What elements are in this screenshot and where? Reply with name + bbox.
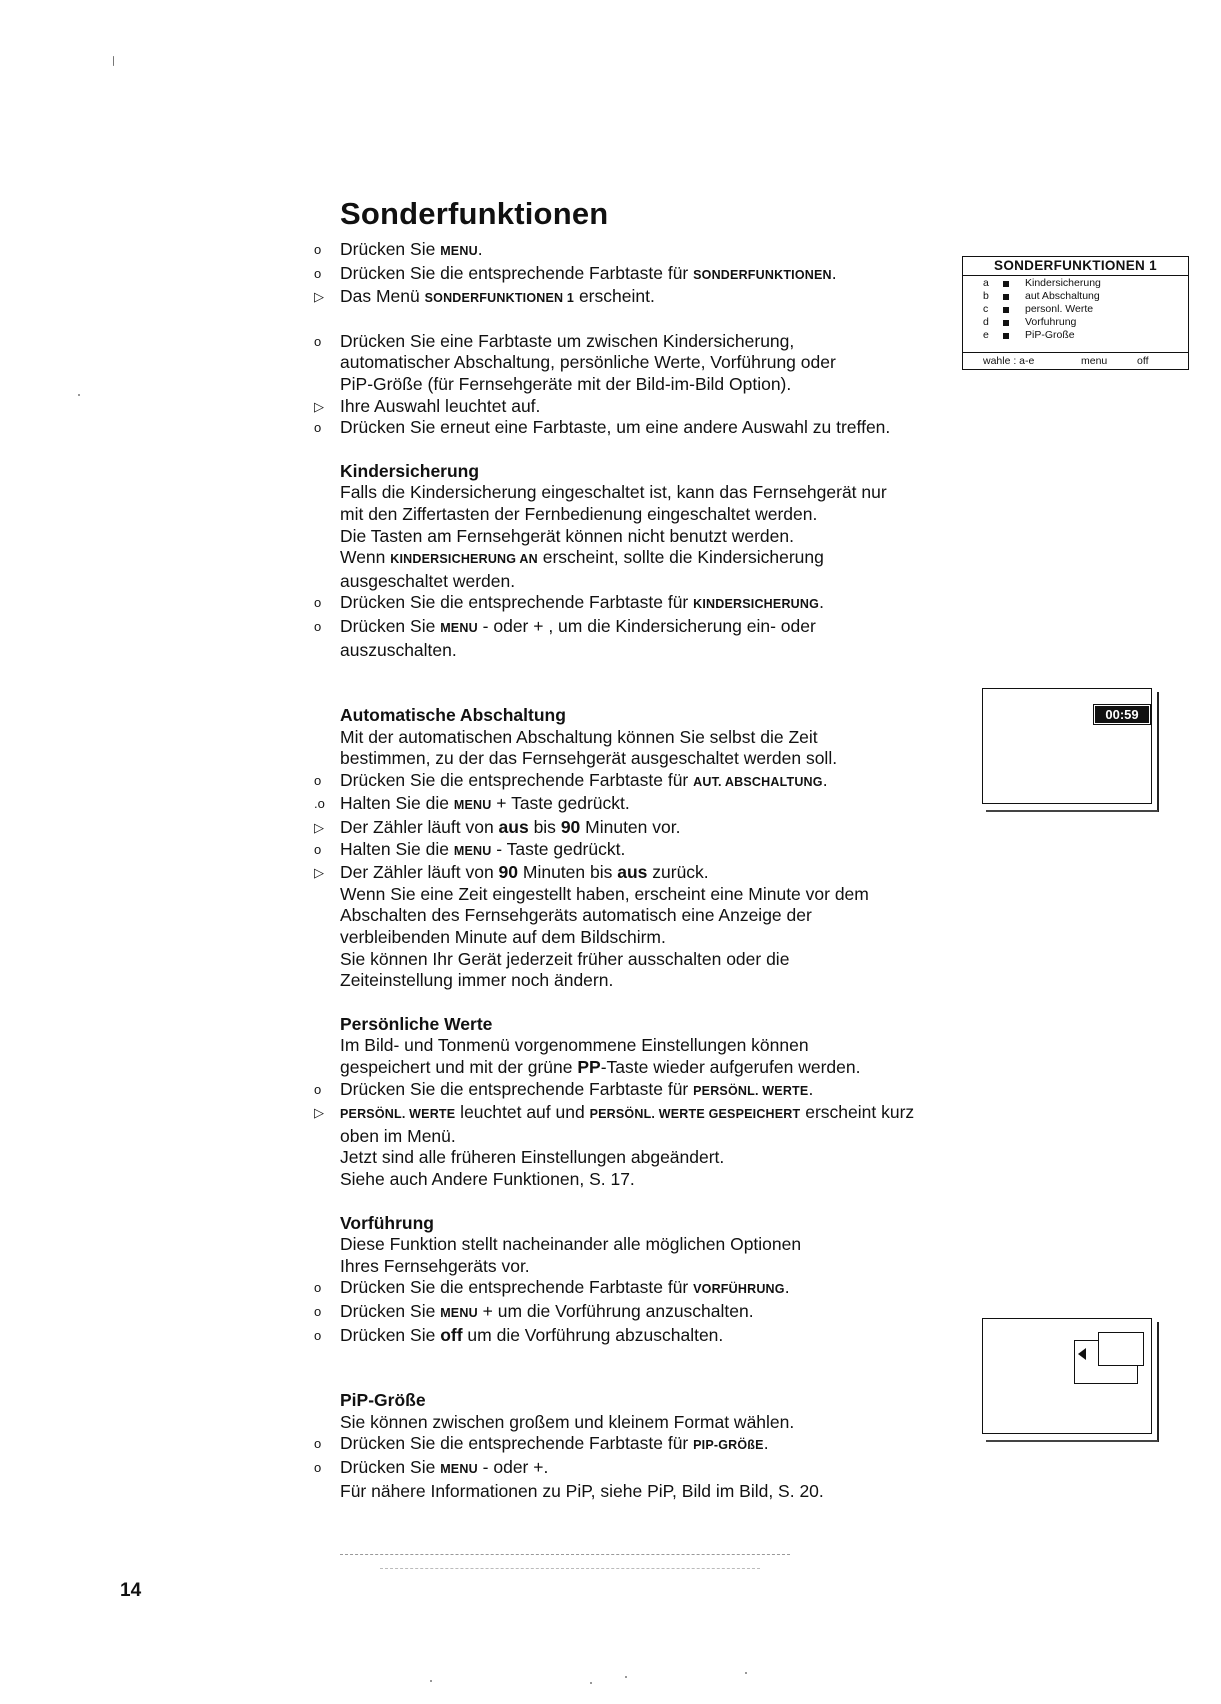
text-run: zurück. <box>647 862 709 883</box>
text-run: Drücken Sie erneut eine Farbtaste, um eine andere Auswahl zu treffen. <box>340 417 891 438</box>
osd-item-label: aut Abschaltung <box>1025 290 1100 302</box>
text-line <box>314 1057 954 1079</box>
text-run: Halten Sie die <box>340 793 454 814</box>
key-label: MENU <box>453 798 492 813</box>
step-bullet-icon: o <box>314 333 322 349</box>
text-line <box>314 571 954 593</box>
emphasis-text: 90 <box>560 817 581 838</box>
text-run: . <box>477 239 483 259</box>
key-label: SONDERFUNKTIONEN 1 <box>424 291 575 306</box>
text-run: Drücken Sie <box>340 1324 441 1345</box>
timer-screen-edge <box>1157 692 1159 812</box>
text-run: Der Zähler läuft von <box>340 862 499 883</box>
text-run: Für nähere Informationen zu PiP, siehe PiP, Bild im Bild, S. 20. <box>340 1480 824 1501</box>
osd-menu-item <box>963 277 1188 290</box>
instruction-line <box>314 862 954 884</box>
instruction-line <box>314 1325 954 1347</box>
instruction-line <box>314 1079 954 1103</box>
text-run: Das Menü <box>340 286 425 307</box>
color-square-icon <box>1003 333 1009 339</box>
osd-item-label: personl. Werte <box>1025 303 1094 315</box>
text-run: auszuschalten. <box>340 639 457 660</box>
key-label: MENU <box>453 843 492 858</box>
result-arrow-icon: ▷ <box>314 820 324 836</box>
text-run: oben im Menü. <box>340 1125 456 1146</box>
text-run: Der Zähler läuft von <box>340 817 499 838</box>
osd-footer-off: off <box>1137 355 1149 367</box>
text-line <box>314 1147 954 1169</box>
text-run: Ihres Fernsehgeräts vor. <box>340 1255 530 1276</box>
key-label: KINDERSICHERUNG AN <box>390 552 538 567</box>
instruction-line <box>314 1102 954 1126</box>
text-run: Falls die Kindersicherung eingeschaltet ist, kann das Fernsehgerät nur <box>340 482 887 503</box>
text-run: . <box>822 769 828 790</box>
osd-menu-item <box>963 316 1188 329</box>
text-run: Diese Funktion stellt nacheinander alle möglichen Optionen <box>340 1234 802 1255</box>
key-label: PERSÖNL. WERTE GESPEICHERT <box>589 1107 801 1122</box>
text-run: ausgeschaltet werden. <box>340 570 516 591</box>
text-run: Im Bild- und Tonmenü vorgenommene Einstellungen können <box>340 1035 809 1056</box>
body-text <box>314 239 954 1502</box>
instruction-line <box>314 817 954 839</box>
scan-speck <box>590 1682 592 1684</box>
text-line <box>314 1035 954 1057</box>
text-run: . <box>808 1078 814 1099</box>
instruction-line <box>314 793 954 817</box>
step-bullet-icon: .o <box>314 796 325 812</box>
spacer <box>314 310 954 331</box>
pip-window-small <box>1098 1332 1144 1366</box>
text-run: Drücken Sie <box>340 1456 441 1477</box>
text-run: - oder + , um die Kindersicherung ein- oder <box>477 615 816 636</box>
section-heading: PiP-Größe <box>340 1390 426 1411</box>
osd-item-letter: a <box>983 277 989 289</box>
text-run: Drücken Sie die entsprechende Farbtaste für <box>340 1078 694 1099</box>
key-label: MENU <box>440 620 478 635</box>
text-run: bestimmen, zu der das Fernsehgerät ausgeschaltet werden soll. <box>340 748 838 769</box>
text-line <box>314 927 954 949</box>
spacer <box>314 1346 954 1390</box>
section-heading: Persönliche Werte <box>340 1013 493 1034</box>
osd-item-label: PiP-Große <box>1025 329 1075 341</box>
step-bullet-icon: o <box>314 841 322 857</box>
text-run: erscheint, sollte die Kindersicherung <box>537 547 824 568</box>
osd-item-label: Vorfuhrung <box>1025 316 1077 328</box>
step-bullet-icon: o <box>314 1081 322 1097</box>
page-number: 14 <box>120 1580 142 1601</box>
text-line <box>314 748 954 770</box>
osd-item-letter: e <box>983 329 989 341</box>
text-run: Halten Sie die <box>340 838 454 859</box>
scan-artifact-line <box>380 1568 760 1569</box>
text-run: . <box>831 262 837 283</box>
text-line <box>314 374 954 396</box>
text-run: - oder +. <box>477 1456 549 1477</box>
text-run: -Taste wieder aufgerufen werden. <box>600 1057 861 1077</box>
scan-artifact-line <box>340 1554 790 1555</box>
text-run: automatischer Abschaltung, persönliche Werte, Vorführung oder <box>340 352 836 373</box>
text-line <box>314 640 954 662</box>
emphasis-text: 90 <box>498 862 519 883</box>
text-line <box>314 970 954 992</box>
scan-speck <box>113 56 114 66</box>
timer-screen-base <box>986 810 1158 812</box>
pip-screen-base <box>986 1440 1158 1442</box>
result-arrow-icon: ▷ <box>314 865 324 881</box>
osd-menu-item <box>963 290 1188 303</box>
emphasis-text: aus <box>498 817 529 838</box>
text-line <box>314 352 954 374</box>
text-run: Mit der automatischen Abschaltung können Sie selbst die Zeit <box>340 726 818 747</box>
page-title: Sonderfunktionen <box>340 196 609 231</box>
text-line <box>314 482 954 504</box>
instruction-line <box>314 1277 954 1301</box>
text-run: Ihre Auswahl leuchtet auf. <box>340 395 541 416</box>
text-run: Siehe auch Andere Funktionen, S. 17. <box>340 1168 635 1189</box>
instruction-line <box>314 331 954 353</box>
osd-menu-title: SONDERFUNKTIONEN 1 <box>963 257 1188 276</box>
step-bullet-icon: o <box>314 1436 322 1452</box>
color-square-icon <box>1003 294 1009 300</box>
instruction-line <box>314 1457 954 1481</box>
color-square-icon <box>1003 307 1009 313</box>
scan-speck <box>78 394 80 396</box>
text-run: Jetzt sind alle früheren Einstellungen abgeändert. <box>340 1147 725 1168</box>
spacer <box>314 1191 954 1213</box>
emphasis-text: aus <box>617 862 648 883</box>
spacer <box>314 992 954 1014</box>
text-run: PiP-Größe (für Fernsehgeräte mit der Bild-im-Bild Option). <box>340 373 792 394</box>
key-label: MENU <box>440 1305 478 1320</box>
text-line <box>314 526 954 548</box>
step-bullet-icon: o <box>314 1459 322 1475</box>
text-line <box>314 1481 954 1503</box>
text-run: Drücken Sie die entsprechende Farbtaste für <box>340 592 694 613</box>
scan-speck <box>430 1680 432 1682</box>
step-bullet-icon: o <box>314 1303 322 1319</box>
text-run: Drücken Sie eine Farbtaste um zwischen Kindersicherung, <box>340 330 795 351</box>
step-bullet-icon: o <box>314 772 322 788</box>
key-label: SONDERFUNKTIONEN <box>693 267 832 282</box>
timer-display: 00:59 <box>1094 705 1150 724</box>
text-run: verbleibenden Minute auf dem Bildschirm. <box>340 927 666 948</box>
text-run: Minuten vor. <box>580 817 681 838</box>
text-run: . <box>784 1277 790 1298</box>
step-bullet-icon: o <box>314 1280 322 1296</box>
text-run: Wenn <box>340 547 391 568</box>
text-run: Die Tasten am Fernsehgerät können nicht benutzt werden. <box>340 525 794 546</box>
step-bullet-icon: o <box>314 595 322 611</box>
section-heading: Automatische Abschaltung <box>340 705 566 726</box>
result-arrow-icon: ▷ <box>314 289 324 305</box>
text-line <box>314 905 954 927</box>
spacer <box>314 439 954 461</box>
key-label: KINDERSICHERUNG <box>693 597 820 612</box>
section-heading: Kindersicherung <box>340 460 480 481</box>
emphasis-text: PP <box>577 1057 601 1077</box>
text-run: Drücken Sie die entsprechende Farbtaste für <box>340 769 694 790</box>
text-run: . <box>819 592 824 613</box>
step-bullet-icon: o <box>314 1327 322 1343</box>
osd-item-letter: b <box>983 290 989 302</box>
key-label: PERSÖNL. WERTE <box>340 1107 456 1122</box>
instruction-line <box>314 592 954 616</box>
text-run: Zeiteinstellung immer noch ändern. <box>340 970 614 991</box>
step-bullet-icon: o <box>314 265 322 281</box>
text-line <box>314 1169 954 1191</box>
text-run: + Taste gedrückt. <box>491 793 630 814</box>
text-run: Drücken Sie <box>340 239 441 259</box>
osd-item-letter: c <box>983 303 989 315</box>
text-run: Minuten bis <box>518 862 618 883</box>
instruction-line <box>314 396 954 418</box>
scan-speck <box>745 1672 747 1674</box>
text-run: Sie können zwischen großem und kleinem Format wählen. <box>340 1411 795 1432</box>
text-line <box>314 884 954 906</box>
text-run: Drücken Sie <box>340 615 441 636</box>
text-line <box>314 1126 954 1148</box>
osd-footer-menu: menu <box>1081 355 1108 367</box>
text-run: Drücken Sie die entsprechende Farbtaste für <box>340 1277 694 1298</box>
text-line <box>314 1412 954 1434</box>
osd-item-label: Kindersicherung <box>1025 277 1101 289</box>
text-run: Drücken Sie <box>340 1300 441 1321</box>
text-run: leuchtet auf und <box>455 1102 590 1123</box>
text-run: Drücken Sie die entsprechende Farbtaste für <box>340 262 694 283</box>
text-line <box>314 949 954 971</box>
instruction-line <box>314 770 954 794</box>
osd-footer-select: wahle : a-e <box>983 355 1035 367</box>
osd-menu-item <box>963 329 1188 342</box>
key-label: MENU <box>440 1461 478 1476</box>
key-label: MENU <box>440 244 478 258</box>
text-run: bis <box>528 817 561 838</box>
text-run: erscheint. <box>574 286 655 307</box>
osd-menu-box <box>962 256 1189 370</box>
spacer <box>314 661 954 705</box>
result-arrow-icon: ▷ <box>314 398 324 414</box>
text-line <box>314 547 954 571</box>
instruction-line <box>314 1433 954 1457</box>
text-run: gespeichert und mit der grüne <box>340 1057 578 1077</box>
instruction-line <box>314 616 954 640</box>
pip-screen-edge <box>1157 1322 1159 1442</box>
text-line <box>314 1256 954 1278</box>
scan-speck <box>625 1676 627 1678</box>
text-line <box>314 727 954 749</box>
instruction-line <box>314 839 954 863</box>
step-bullet-icon: o <box>314 618 322 634</box>
instruction-line <box>314 286 954 310</box>
text-line <box>314 504 954 526</box>
key-label: AUT. ABSCHALTUNG <box>693 774 823 789</box>
instruction-line <box>314 417 954 439</box>
text-run: + um die Vorführung anzuschalten. <box>477 1300 754 1321</box>
text-run: Abschalten des Fernsehgeräts automatisch eine Anzeige der <box>340 905 812 926</box>
color-square-icon <box>1003 320 1009 326</box>
key-label: VORFÜHRUNG <box>693 1282 785 1297</box>
key-label: PERSÖNL. WERTE <box>693 1083 809 1098</box>
text-line <box>314 1234 954 1256</box>
osd-menu-items <box>963 276 1188 342</box>
text-run: . <box>763 1433 769 1454</box>
instruction-line <box>314 263 954 287</box>
instruction-line <box>314 1301 954 1325</box>
color-square-icon <box>1003 281 1009 287</box>
osd-menu-item <box>963 303 1188 316</box>
osd-menu-footer <box>963 352 1188 369</box>
text-run: - Taste gedrückt. <box>491 838 626 859</box>
text-run: Drücken Sie die entsprechende Farbtaste für <box>340 1433 694 1454</box>
text-run: mit den Ziffertasten der Fernbedienung eingeschaltet werden. <box>340 503 818 524</box>
pip-arrow-left-icon <box>1078 1348 1086 1360</box>
text-run: Wenn Sie eine Zeit eingestellt haben, erscheint eine Minute vor dem <box>340 883 869 904</box>
text-run: erscheint kurz <box>800 1102 915 1123</box>
result-arrow-icon: ▷ <box>314 1105 324 1121</box>
step-bullet-icon: o <box>314 420 322 436</box>
text-run: Sie können Ihr Gerät jederzeit früher ausschalten oder die <box>340 948 790 969</box>
key-label: PIP-GRÖßE <box>693 1438 764 1453</box>
osd-item-letter: d <box>983 316 989 328</box>
text-run: um die Vorführung abzuschalten. <box>462 1324 724 1345</box>
step-bullet-icon: o <box>314 242 322 257</box>
instruction-line <box>314 239 954 263</box>
section-heading: Vorführung <box>340 1212 434 1233</box>
emphasis-text: off <box>440 1324 463 1345</box>
